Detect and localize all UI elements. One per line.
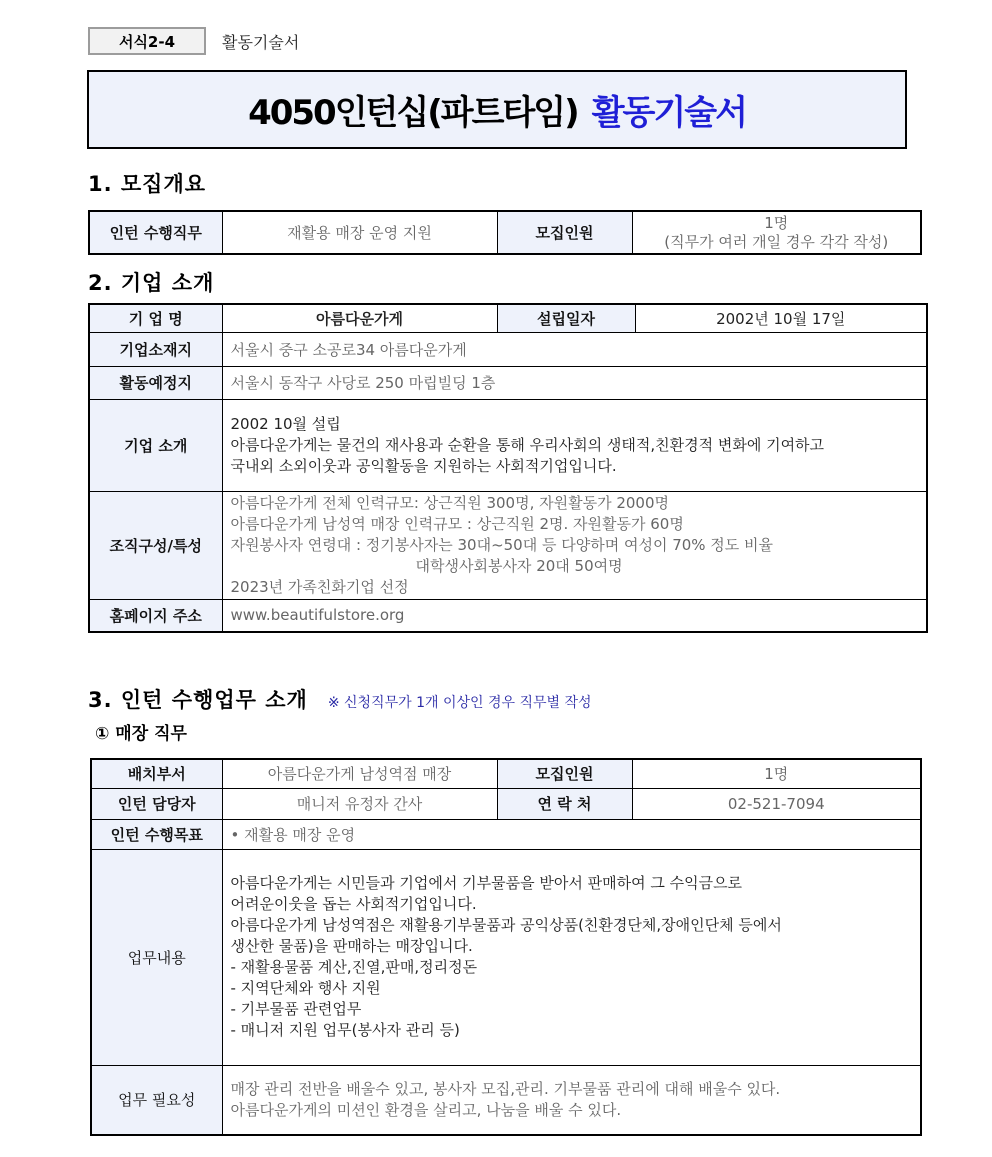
duty-line: 생산한 물품)을 판매하는 매장입니다. [230, 937, 473, 955]
contact-label: 연 락 처 [497, 788, 632, 819]
count-label: 모집인원 [497, 211, 632, 254]
goal-label: 인턴 수행목표 [91, 819, 222, 849]
homepage-label: 홈페이지 주소 [89, 599, 222, 632]
title-main: 4050인턴십(파트타임) [248, 93, 578, 133]
section3-heading: 3. 인턴 수행업무 소개 [88, 688, 308, 712]
location-label: 기업소재지 [89, 332, 222, 366]
need-line: 아름다운가게의 미션인 환경을 살리고, 나눔을 배울 수 있다. [230, 1100, 622, 1119]
duty-line: - 매니저 지원 업무(봉사자 관리 등) [230, 1021, 460, 1039]
org-label: 조직구성/특성 [89, 491, 222, 599]
intro-line: 아름다운가게는 물건의 재사용과 순환을 통해 우리사회의 생태적,친환경적 변화에 기여하고 [230, 435, 825, 454]
section1-heading: 1. 모집개요 [88, 172, 207, 196]
company-name-label: 기 업 명 [89, 304, 222, 332]
section3-heading-row [88, 684, 592, 714]
duty-line: 아름다운가게 남성역점은 재활용기부물품과 공익상품(친환경단체,장애인단체 등에서 [230, 916, 782, 934]
duty-line: 아름다운가게는 시민들과 기업에서 기부물품을 받아서 판매하여 그 수익금으로 [230, 874, 743, 892]
activity-place-label: 활동예정지 [89, 366, 222, 399]
count-value: 1명 [632, 759, 921, 788]
manager-value: 매니저 유정자 간사 [222, 788, 497, 819]
need-text [222, 1065, 921, 1135]
intro-line: 2002 10월 설립 [230, 414, 341, 433]
title-accent: 활동기술서 [591, 93, 746, 133]
count-value: 1명 [764, 213, 789, 232]
form-name: 활동기술서 [222, 33, 300, 52]
company-table [88, 303, 928, 633]
duty-text [222, 849, 921, 1065]
job-detail-table [90, 758, 922, 1136]
count-label: 모집인원 [497, 759, 632, 788]
dept-label: 배치부서 [91, 759, 222, 788]
founded-value: 2002년 10월 17일 [635, 304, 927, 332]
org-line: 2023년 가족친화기업 선정 [230, 577, 409, 596]
manager-label: 인턴 담당자 [91, 788, 222, 819]
org-line: 아름다운가게 전체 인력규모: 상근직원 300명, 자원활동가 2000명 [230, 493, 670, 512]
org-line: 자원봉사자 연령대 : 정기봉사자는 30대~50대 등 다양하며 여성이 70% 정도 비율 [230, 535, 774, 554]
job-subheading: ① 매장 직무 [95, 724, 187, 744]
section3-note: ※ 신청직무가 1개 이상인 경우 직무별 작성 [327, 695, 592, 711]
duty-line: 어려운이웃을 돕는 사회적기업입니다. [230, 895, 477, 913]
dept-value: 아름다운가게 남성역점 매장 [222, 759, 497, 788]
document-title [87, 70, 907, 149]
intro-text [222, 399, 927, 491]
org-text [222, 491, 927, 599]
founded-label: 설립일자 [497, 304, 635, 332]
form-code: 서식2-4 [118, 32, 176, 51]
activity-place-value: 서울시 동작구 사당로 250 마립빌딩 1층 [222, 366, 927, 399]
duty-line: - 기부물품 관련업무 [230, 1000, 362, 1018]
contact-value: 02-521-7094 [632, 788, 921, 819]
intro-line: 국내외 소외이웃과 공익활동을 지원하는 사회적기업입니다. [230, 456, 617, 475]
recruit-summary-table [88, 210, 922, 255]
need-label: 업무 필요성 [91, 1065, 222, 1135]
need-line: 매장 관리 전반을 배울수 있고, 봉사자 모집,관리. 기부물품 관리에 대해 배울수 있다. [230, 1079, 781, 1098]
org-line: 대학생사회봉사자 20대 50여명 [415, 556, 623, 575]
goal-value: • 재활용 매장 운영 [222, 819, 921, 849]
job-value: 재활용 매장 운영 지원 [222, 211, 497, 254]
duty-line: - 재활용물품 계산,진열,판매,정리정돈 [230, 958, 478, 976]
location-value: 서울시 중구 소공로34 아름다운가게 [222, 332, 927, 366]
org-line: 아름다운가게 남성역 매장 인력규모 : 상근직원 2명. 자원활동가 60명 [230, 514, 684, 533]
section2-heading: 2. 기업 소개 [88, 271, 215, 295]
job-label: 인턴 수행직무 [89, 211, 222, 254]
form-code-box [88, 27, 206, 55]
duty-line: - 지역단체와 행사 지원 [230, 979, 381, 997]
duty-label: 업무내용 [91, 849, 222, 1065]
intro-label: 기업 소개 [89, 399, 222, 491]
count-cell [632, 211, 921, 254]
count-note: (직무가 여러 개일 경우 각각 작성) [664, 232, 889, 251]
company-name: 아름다운가게 [222, 304, 497, 332]
homepage-link[interactable]: www.beautifulstore.org [222, 599, 927, 632]
